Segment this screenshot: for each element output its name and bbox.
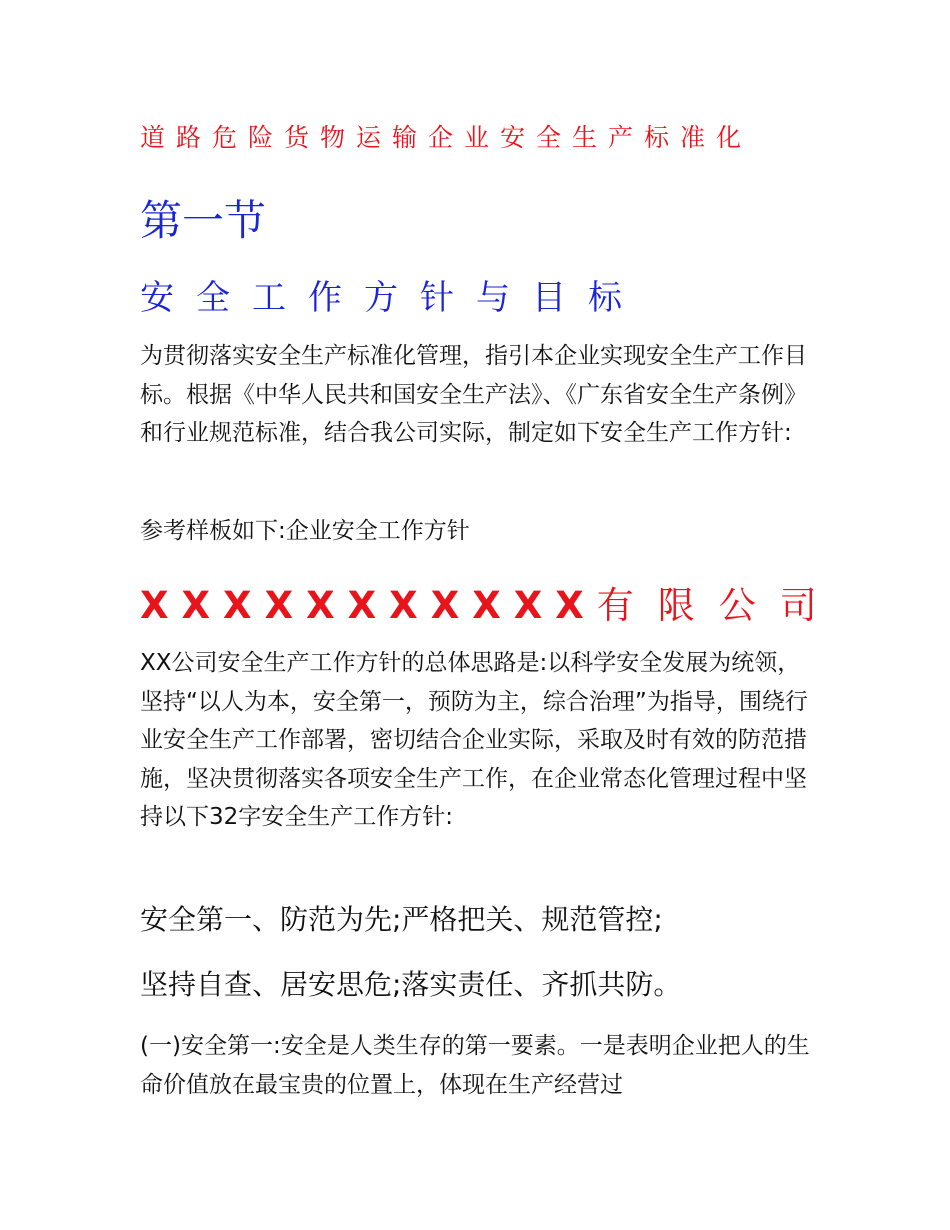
intro-paragraph: 为贯彻落实安全生产标准化管理，指引本企业实现安全生产工作目标。根据《中华人民共和国安全生产法》、《广东省安全生产条例》和行业规范标准，结合我公司实际，制定如下安全生产工作方针: bbox=[140, 343, 807, 446]
overview-paragraph: XX公司安全生产工作方针的总体思路是:以科学安全发展为统领，坚持“以人为本，安全第一，预防为主，综合治理”为指导，围绕行业安全生产工作部署，密切结合企业实际，采取及时有效的防范措施，坚决贯彻落实各项安全生产工作，在企业常态化管理过程中坚持以下32字安全生产工作方针: bbox=[140, 650, 808, 830]
sample-label: 参考样板如下:企业安全工作方针 bbox=[140, 518, 470, 544]
document-title: 道路危险货物运输企业安全生产标准化 bbox=[140, 123, 753, 152]
point-1-paragraph: (一)安全第一:安全是人类生存的第一要素。一是表明企业把人的生命价值放在最宝贵的位置上，体现在生产经营过 bbox=[140, 1033, 810, 1098]
motto-line-1: 安全第一、防范为先;严格把关、规范管控; bbox=[140, 903, 663, 936]
section-heading: 第一节 bbox=[140, 196, 267, 245]
company-name bbox=[140, 575, 841, 629]
company-name-suffix: 有限公司 bbox=[596, 584, 841, 627]
section-subheading: 安全工作方针与目标 bbox=[140, 278, 644, 318]
motto-line-2: 坚持自查、居安思危;落实责任、齐抓共防。 bbox=[140, 968, 682, 1001]
company-name-placeholder: XXXXXXXXXXX bbox=[140, 584, 597, 627]
